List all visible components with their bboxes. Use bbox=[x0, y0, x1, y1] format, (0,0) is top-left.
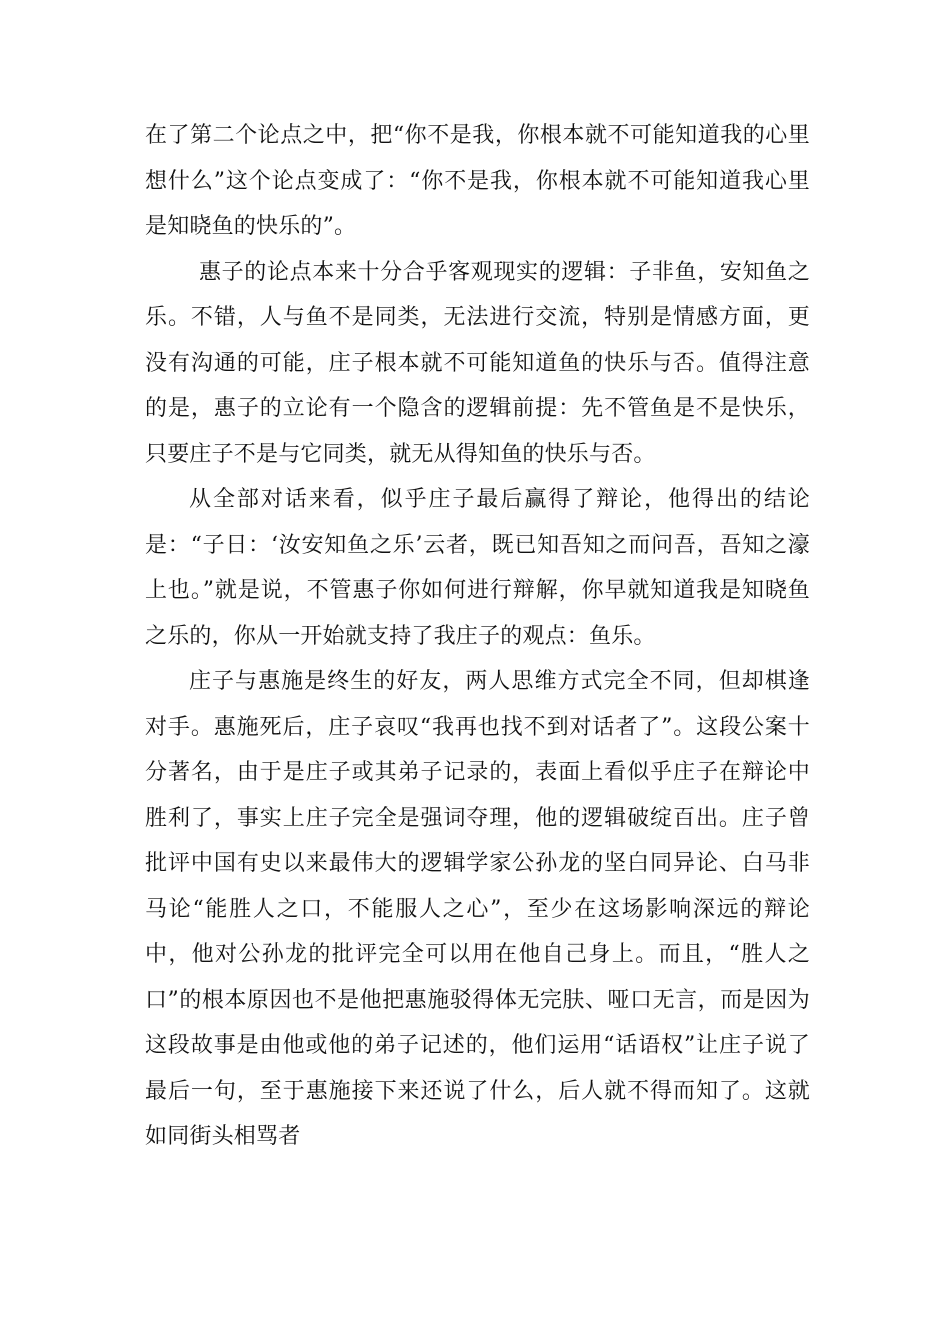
body-text bbox=[145, 113, 810, 1160]
paragraph-3: 从全部对话来看，似乎庄子最后赢得了辩论，他得出的结论是：“子日：‘汝安知鱼之乐’云者，既已知吾知之而问吾，吾知之濠上也。”就是说，不管惠子你如何进行辩解，你早就知道我是知晓鱼之乐的，你从一开始就支持了我庄子的观点：鱼乐。 bbox=[145, 487, 810, 649]
paragraph-1: 在了第二个论点之中，把“你不是我，你根本就不可能知道我的心里想什么”这个论点变成了：“你不是我，你根本就不可能知道我心里是知晓鱼的快乐的”。 bbox=[145, 123, 810, 239]
paragraph-2: 惠子的论点本来十分合乎客观现实的逻辑：子非鱼，安知鱼之乐。不错，人与鱼不是同类，无法进行交流，特别是情感方面，更没有沟通的可能，庄子根本就不可能知道鱼的快乐与否。值得注意的是，惠子的立论有一个隐含的逻辑前提：先不管鱼是不是快乐，只要庄子不是与它同类，就无从得知鱼的快乐与否。 bbox=[145, 259, 810, 467]
paragraph-4: 庄子与惠施是终生的好友，两人思维方式完全不同，但却棋逢对手。惠施死后，庄子哀叹“我再也找不到对话者了”。这段公案十分著名，由于是庄子或其弟子记录的，表面上看似乎庄子在辩论中胜利了，事实上庄子完全是强词夺理，他的逻辑破绽百出。庄子曾批评中国有史以来最伟大的逻辑学家公孙龙的坚白同异论、白马非马论“能胜人之口，不能服人之心”，至少在这场影响深远的辩论中，他对公孙龙的批评完全可以用在他自己身上。而且，“胜人之口”的根本原因也不是他把惠施驳得体无完肤、哑口无言，而是因为这段故事是由他或他的弟子记述的，他们运用“话语权”让庄子说了最后一句，至于惠施接下来还说了什么，后人就不得而知了。这就如同街头相骂者 bbox=[145, 669, 810, 1149]
